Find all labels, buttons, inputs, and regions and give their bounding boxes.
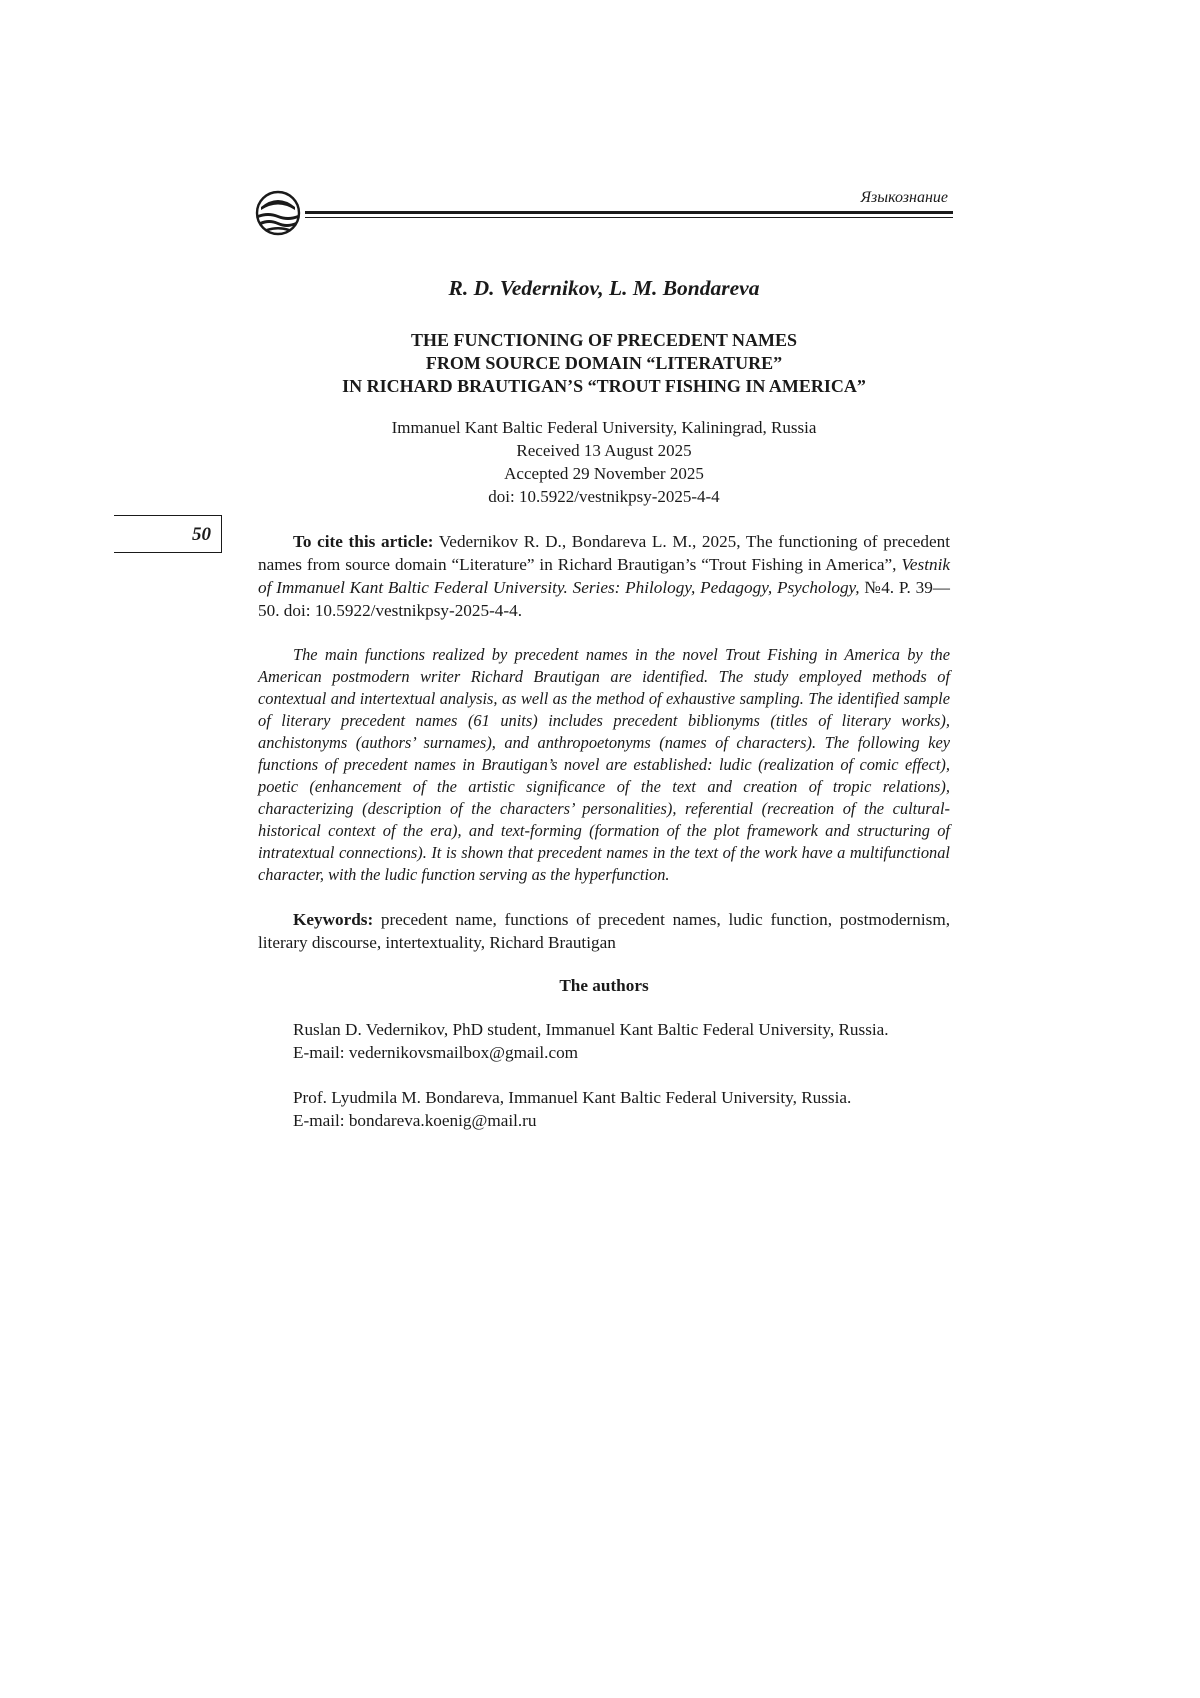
accepted-date: Accepted 29 November 2025 (504, 464, 704, 483)
article-title (258, 329, 950, 398)
author-email: E-mail: bondareva.koenig@mail.ru (293, 1111, 537, 1130)
title-line: FROM SOURCE DOMAIN “LITERATURE” (425, 353, 783, 373)
keywords-paragraph (258, 908, 950, 954)
section-name: Языкознание (860, 189, 948, 206)
citation-label: To cite this article: (293, 532, 434, 551)
citation-paragraph (258, 530, 950, 622)
article-body (258, 276, 950, 1154)
article-authors: R. D. Vedernikov, L. M. Bondareva (448, 276, 760, 300)
abstract: The main functions realized by precedent names in the novel Trout Fishing in America by the American postmodern writer Richard Brautigan are identified. The study employed methods of contextual and intertextual analysis, as well as the method of exhaustive sampling. The identified sample of literary precedent names (61 units) includes precedent biblionyms (titles of literary works), anchistonyms (authors’ surnames), and anthropoetonyms (names of characters). The following key functions of precedent names in Brautigan’s novel are established: ludic (realization of comic effect), poetic (enhancement of the artistic significance of the text and creation of tropic relations), characterizing (description of the characters’ personalities), referential (recreation of the cultural-historical context of the era), and text-forming (formation of the plot framework and structuring of intratextual connections). It is shown that precedent names in the text of the work have a multifunctional character, with the ludic function serving as the hyperfunction. (258, 645, 950, 884)
keywords-text: precedent name, functions of precedent names, ludic function, postmodernism, literary discourse, intertextuality, Richard Brautigan (258, 910, 950, 952)
affiliation: Immanuel Kant Baltic Federal University, Kaliningrad, Russia (391, 418, 817, 437)
header-rule (305, 211, 953, 214)
author-bio-text: Ruslan D. Vedernikov, PhD student, Immanuel Kant Baltic Federal University, Russia. (293, 1020, 889, 1039)
doi: doi: 10.5922/vestnikpsy-2025-4-4 (488, 487, 720, 506)
received-date: Received 13 August 2025 (516, 441, 692, 460)
author-bio (258, 1086, 950, 1132)
author-bio (258, 1018, 950, 1064)
author-bio-text: Prof. Lyudmila M. Bondareva, Immanuel Kant Baltic Federal University, Russia. (293, 1088, 852, 1107)
author-email: E-mail: vedernikovsmailbox@gmail.com (293, 1043, 579, 1062)
page-number-box (114, 515, 222, 553)
keywords-label: Keywords: (293, 910, 374, 929)
citation-text-end: №4. P. 39—50. doi: 10.5922/vestnikpsy-2025-4-4. (258, 578, 950, 620)
page-number: 50 (192, 524, 211, 545)
citation-journal: Vestnik of Immanuel Kant Baltic Federal University. Series: Philology, Pedagogy, Psychology, (258, 555, 950, 597)
citation-text: Vedernikov R. D., Bondareva L. M., 2025, The functioning of precedent names from source domain “Literature” in Richard Brautigan’s “Trout Fishing in America”, (258, 532, 950, 574)
title-line: THE FUNCTIONING OF PRECEDENT NAMES (410, 330, 798, 350)
article-meta (258, 416, 950, 508)
authors-heading: The authors (559, 976, 649, 995)
title-line: IN RICHARD BRAUTIGAN’S “TROUT FISHING IN AMERICA” (342, 376, 866, 396)
header-rule-thin (305, 217, 953, 218)
journal-logo-icon (255, 190, 301, 236)
